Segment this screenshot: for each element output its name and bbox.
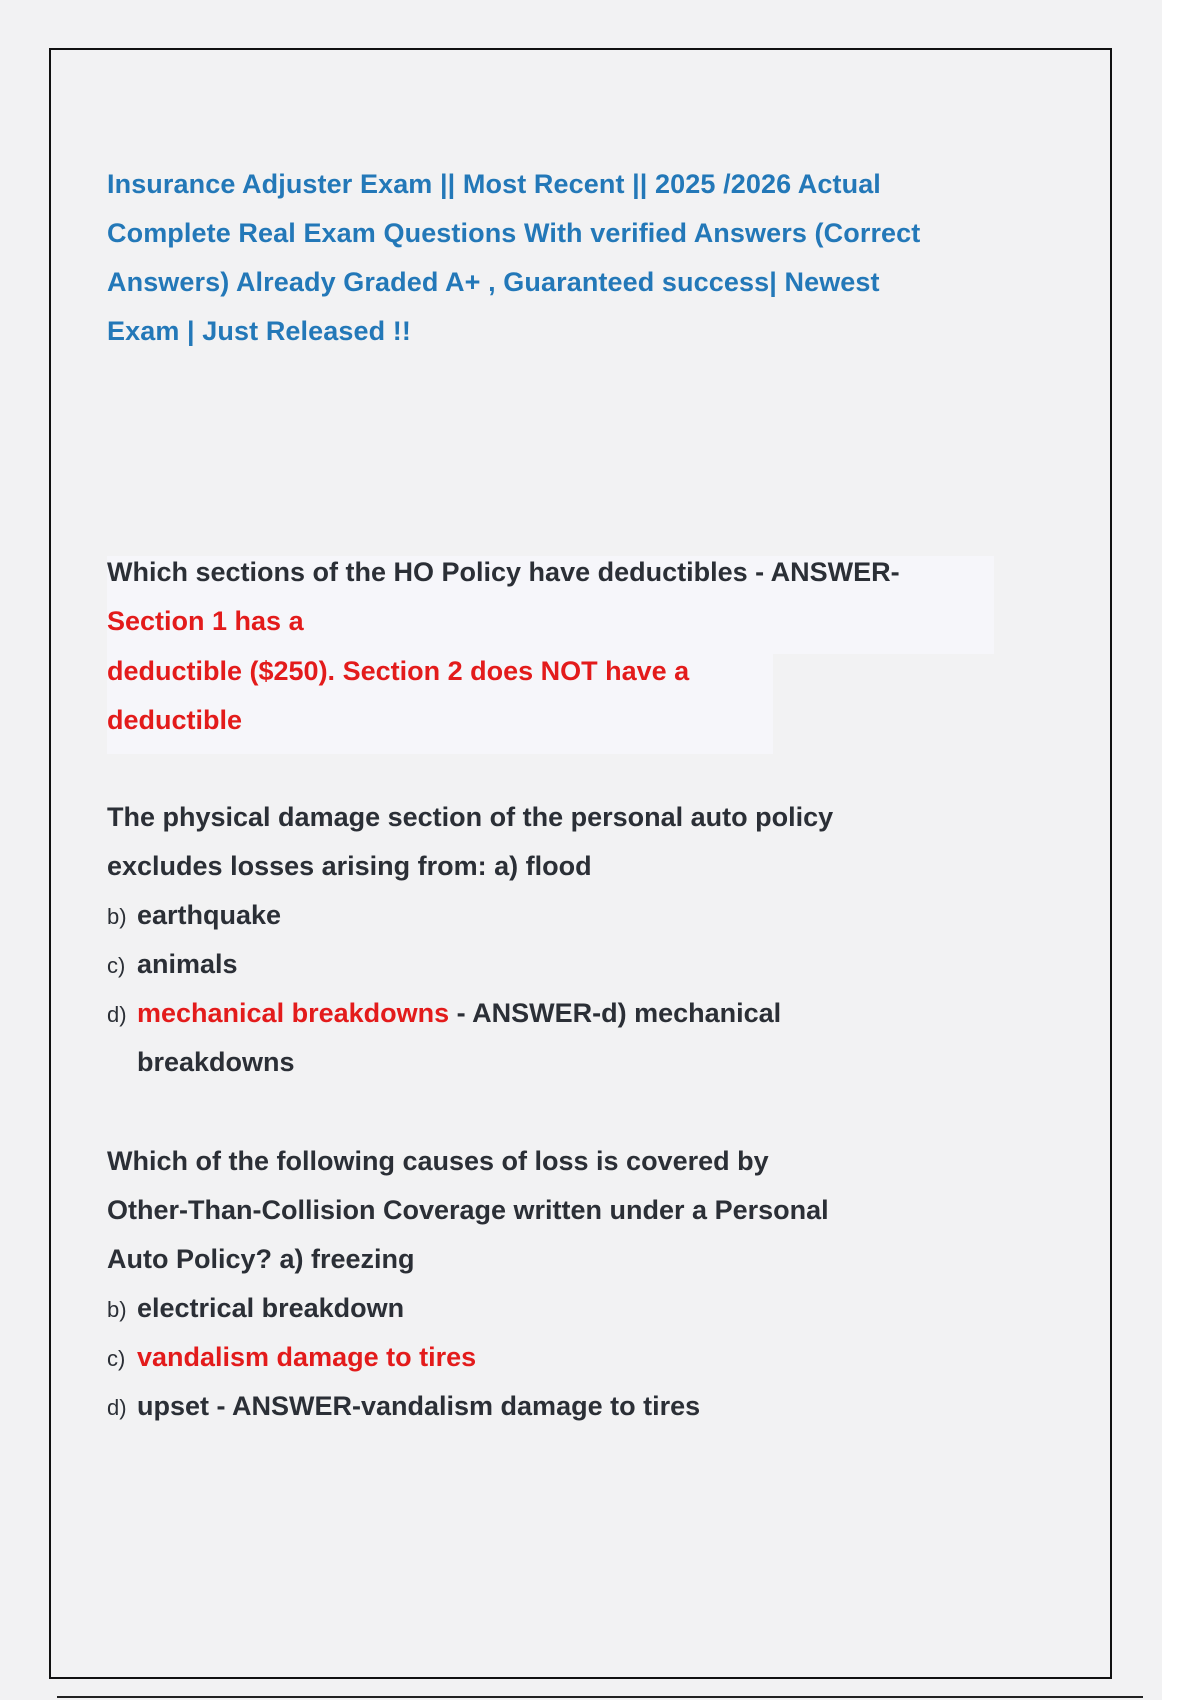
question-block-2 [107,793,1007,1087]
answer-text: - ANSWER-d) mechanical [449,998,782,1028]
question-block-1 [107,548,1007,745]
title-line: Exam | Just Released !! [107,316,411,346]
correct-option-text: mechanical breakdowns [137,998,450,1028]
option-text: animals [137,949,238,979]
bottom-rule [57,1696,1143,1698]
correct-option-text: vandalism damage to tires [137,1342,477,1372]
question-text: Auto Policy? a) freezing [107,1244,415,1274]
title-line: Complete Real Exam Questions With verified Answers (Correct [107,218,921,248]
option-c [107,940,1007,989]
question-block-3 [107,1137,1007,1431]
option-text: upset - ANSWER-vandalism damage to tires [137,1391,701,1421]
option-letter: b) [107,1297,127,1322]
option-letter: b) [107,904,127,929]
option-text: electrical breakdown [137,1293,405,1323]
answer-text: breakdowns [137,1047,295,1077]
option-letter: c) [107,953,126,978]
option-b [107,1284,1007,1333]
option-letter: d) [107,1002,127,1027]
answer-text: deductible ($250). Section 2 does NOT have a [107,656,690,686]
option-letter: d) [107,1395,127,1420]
option-d [107,989,1007,1038]
title-line: Answers) Already Graded A+ , Guaranteed success| Newest [107,267,880,297]
option-d [107,1382,1007,1431]
question-text: excludes losses arising from: a) flood [107,851,592,881]
answer-text: deductible [107,705,243,735]
document-title [107,160,1007,356]
option-text: earthquake [137,900,282,930]
question-text: The physical damage section of the personal auto policy [107,802,834,832]
option-letter: c) [107,1346,126,1371]
option-b [107,891,1007,940]
question-text: Which of the following causes of loss is covered by [107,1146,769,1176]
title-line: Insurance Adjuster Exam || Most Recent || 2025 /2026 Actual [107,169,881,199]
question-text: Other-Than-Collision Coverage written under a Personal [107,1195,829,1225]
answer-text: Section 1 has a [107,606,304,636]
question-text: Which sections of the HO Policy have deductibles - ANSWER- [107,557,900,587]
option-c [107,1333,1007,1382]
